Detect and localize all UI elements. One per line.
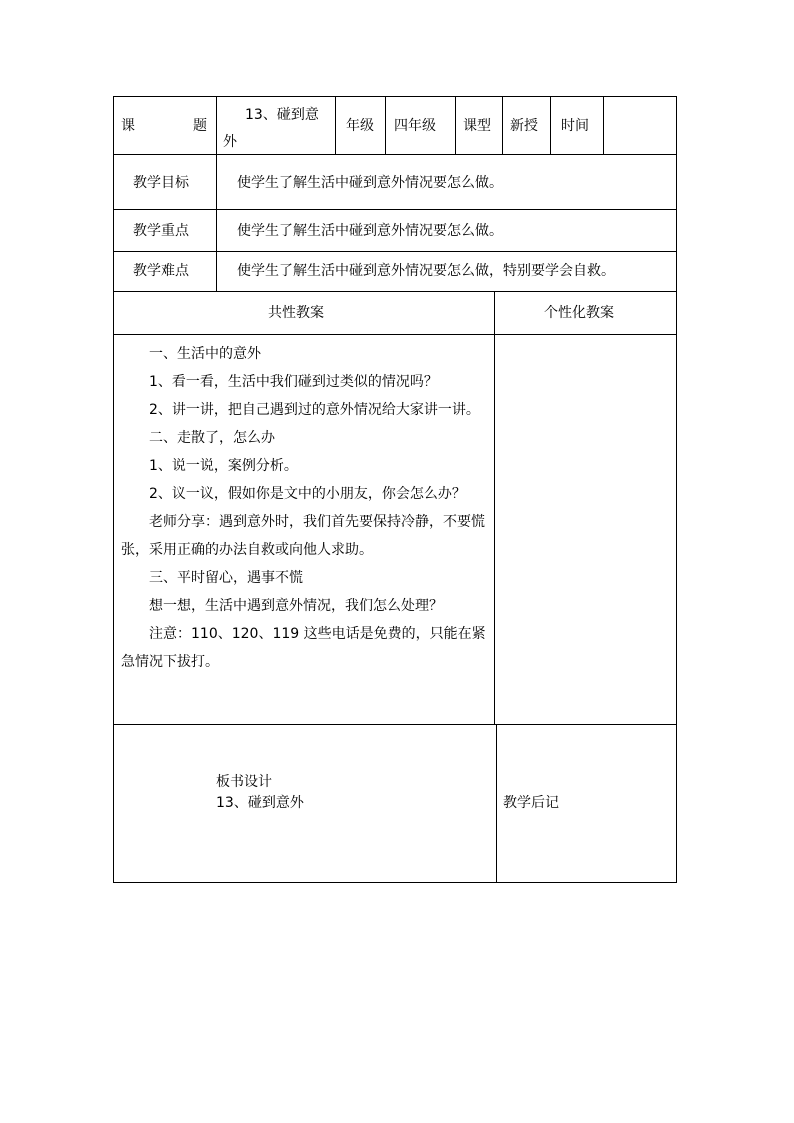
grade-value: 四年级: [394, 118, 436, 134]
reflection-label: 教学后记: [503, 795, 559, 811]
difficulty-text-cell: [217, 252, 677, 292]
plan-paragraph: 1、说一说，案例分析。: [149, 458, 298, 474]
grade-label: 年级: [346, 118, 374, 134]
objective-label: 教学目标: [133, 175, 189, 191]
type-value-cell: [503, 97, 551, 155]
grade-value-cell: [386, 97, 456, 155]
objective-text: 使学生了解生活中碰到意外情况要怎么做。: [237, 175, 503, 191]
subject-label-2: 题: [193, 118, 207, 134]
plan-paragraph: 一、生活中的意外: [149, 346, 261, 362]
board-design-text: 13、碰到意外: [216, 795, 304, 811]
plan-body: [121, 340, 486, 676]
plan-paragraph: 2、议一议，假如你是文中的小朋友，你会怎么办？: [149, 486, 466, 502]
type-value: 新授: [510, 118, 538, 134]
difficulty-label: 教学难点: [133, 263, 189, 279]
key-label-cell: [114, 210, 217, 252]
objective-label-cell: [114, 155, 217, 210]
time-label-cell: [551, 97, 604, 155]
type-label: 课型: [463, 118, 491, 134]
common-header-cell: [114, 292, 495, 335]
key-text: 使学生了解生活中碰到意外情况要怎么做。: [237, 223, 503, 239]
common-header: 共性教案: [268, 305, 324, 321]
plan-paragraph: 想一想，生活中遇到意外情况，我们怎么处理？: [149, 598, 443, 614]
reflection-cell: [497, 725, 677, 883]
grade-label-cell: [336, 97, 386, 155]
lesson-title-line1: 13、碰到意: [245, 107, 319, 123]
time-value-cell: [604, 97, 677, 155]
personal-header-cell: [495, 292, 677, 335]
personal-plan-cell: [495, 335, 677, 725]
objective-text-cell: [217, 155, 677, 210]
key-text-cell: [217, 210, 677, 252]
difficulty-label-cell: [114, 252, 217, 292]
subject-label-cell: [114, 97, 217, 155]
personal-header: 个性化教案: [544, 305, 614, 321]
time-label: 时间: [561, 118, 589, 134]
subject-label-1: 课: [121, 118, 135, 134]
plan-paragraph: 1、看一看，生活中我们碰到过类似的情况吗？: [149, 374, 438, 390]
key-label: 教学重点: [133, 223, 189, 239]
type-label-cell: [456, 97, 503, 155]
plan-paragraph: 注意：110、120、119 这些电话是免费的，只能在紧急情况下拔打。: [121, 626, 486, 670]
plan-paragraph: 二、走散了，怎么办: [149, 430, 275, 446]
board-design-cell: [114, 725, 497, 883]
difficulty-text: 使学生了解生活中碰到意外情况要怎么做，特别要学会自救。: [237, 263, 615, 279]
board-design-label: 板书设计: [216, 774, 272, 790]
lesson-title-line2: 外: [223, 134, 237, 150]
lesson-title-cell: [217, 97, 336, 155]
header-row: [113, 96, 677, 155]
board-section: [113, 724, 677, 883]
plan-paragraph: 老师分享：遇到意外时，我们首先要保持冷静，不要慌张，采用正确的办法自救或向他人求助。: [121, 514, 485, 558]
plan-paragraph: 三、平时留心，遇事不慌: [149, 570, 303, 586]
plan-paragraph: 2、讲一讲，把自己遇到过的意外情况给大家讲一讲。: [149, 402, 480, 418]
goals-section: [113, 154, 677, 292]
